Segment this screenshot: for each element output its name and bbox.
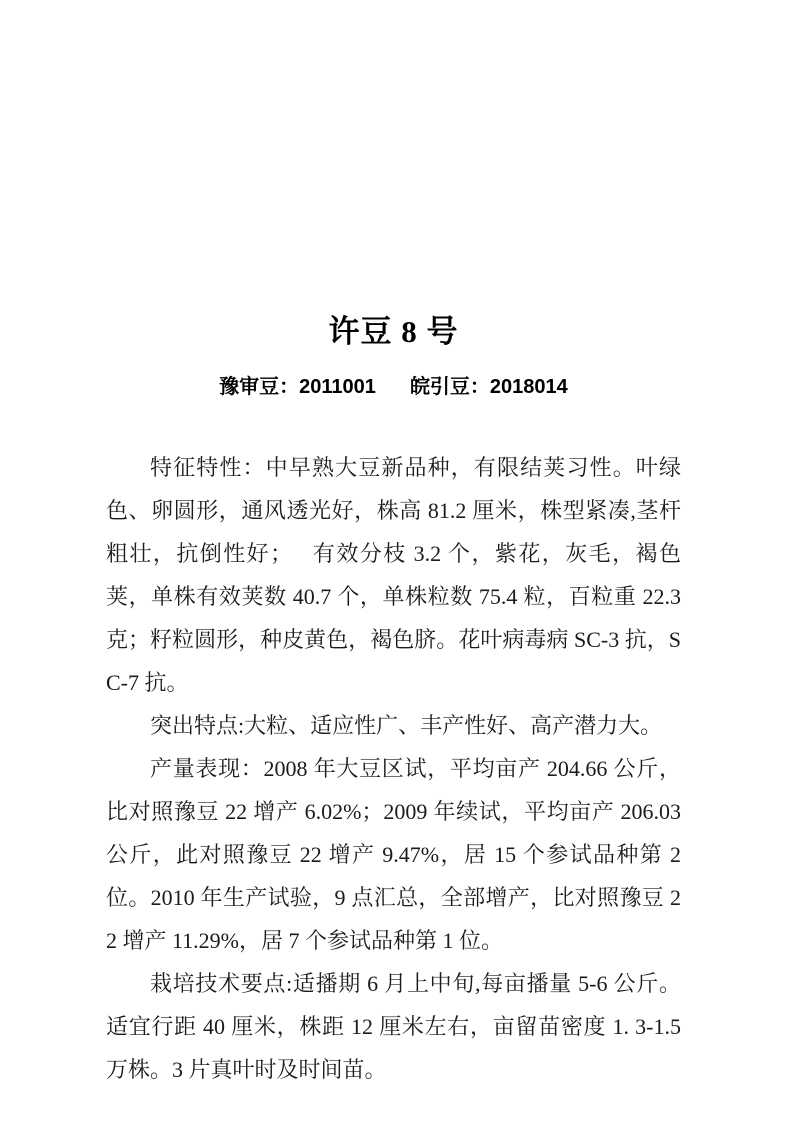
paragraph-highlights: 突出特点:大粒、适应性广、丰产性好、高产潜力大。 — [150, 713, 663, 738]
paragraph-characteristics: 特征特性：中早熟大豆新品种，有限结荚习性。叶绿色、卵圆形，通风透光好，株高 81.2 厘米，株型紧凑,茎杆粗壮，抗倒性好； 有效分枝 3.2 个，紫花，灰毛，褐色荚，单株有效荚数 40.7 个，单株粒数 75.4 粒，百粒重 22.3 克；籽粒圆形，种皮黄色，褐色脐。花叶病毒病 SC-3 抗，SC-7 抗。 — [106, 455, 681, 695]
page-title: 许豆 8 号 — [328, 314, 459, 349]
approval-numbers — [106, 374, 681, 400]
document-body — [106, 446, 681, 1091]
yu-approval-number: 豫审豆：2011001 — [219, 376, 376, 398]
paragraph-cultivation-techniques: 栽培技术要点:适播期 6 月上中旬,每亩播量 5-6 公斤。适宜行距 40 厘米，株距 12 厘米左右，亩留苗密度 1. 3-1.5 万株。3 片真叶时及时间苗。 — [106, 971, 681, 1082]
paragraph-yield-performance: 产量表现：2008 年大豆区试，平均亩产 204.66 公斤，比对照豫豆 22 增产 6.02%；2009 年续试，平均亩产 206.03 公斤，此对照豫豆 22 增产 9.47%，居 15 个参试品种第 2 位。2010 年生产试验，9 点汇总，全部增产，比对照豫豆 22 增产 11.29%，居 7 个参试品种第 1 位。 — [106, 756, 681, 953]
wan-approval-number: 皖引豆：2018014 — [409, 376, 568, 398]
